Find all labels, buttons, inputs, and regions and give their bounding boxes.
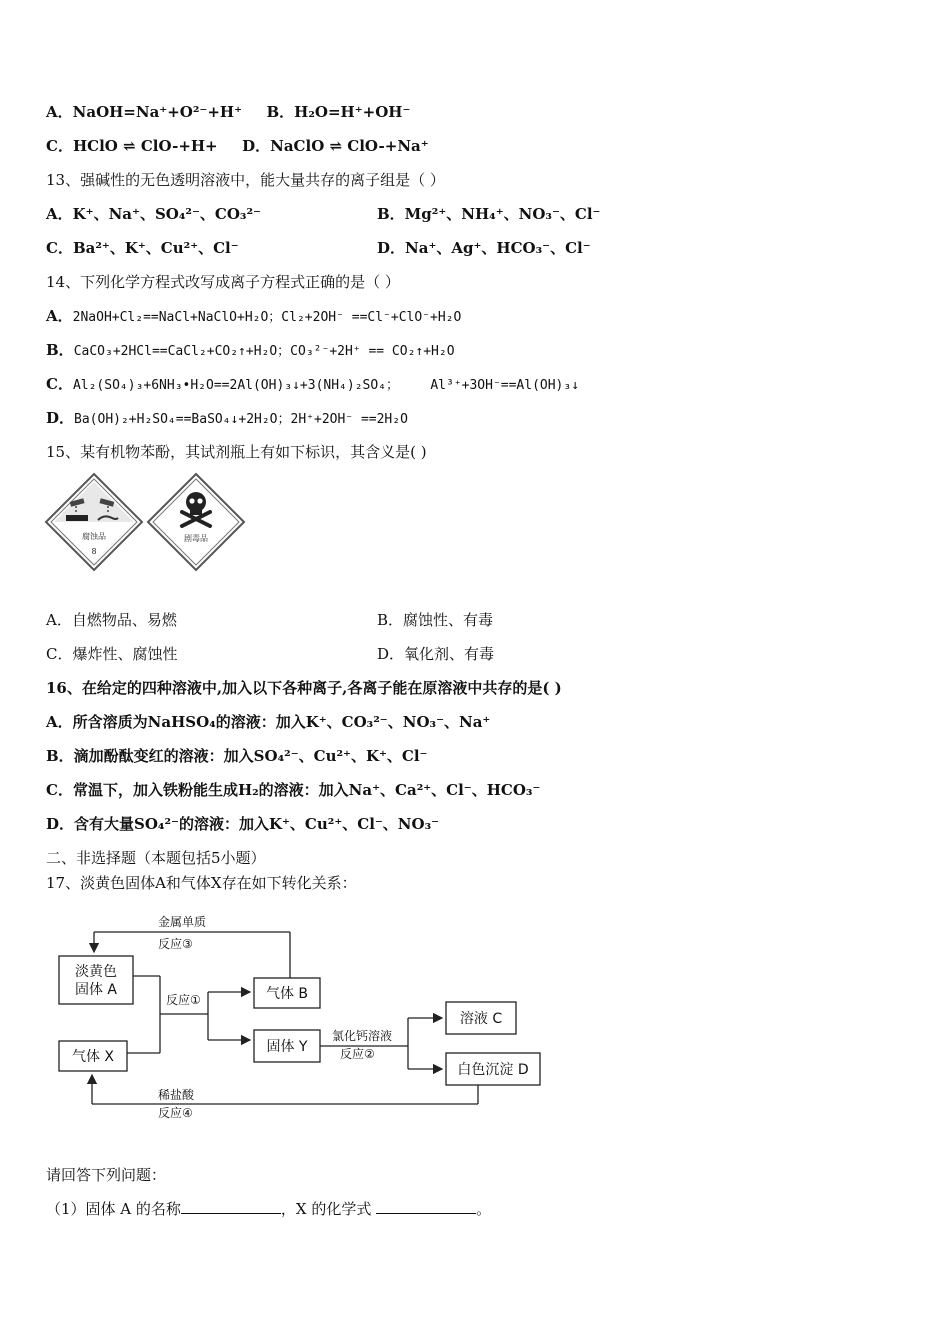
q15-options-row2 [46, 644, 906, 664]
q12-option-a-label: A． [46, 103, 73, 121]
q14-option-a-row [46, 306, 461, 328]
reaction3-reagent-label: 金属单质 [158, 915, 207, 929]
hazard-signs [44, 472, 249, 576]
q15-stem: 15、某有机物苯酚，其试剂瓶上有如下标识，其含义是( ) [46, 443, 427, 461]
corrosive-sign-class: 8 [91, 547, 97, 556]
q14-option-d-label: D． [46, 409, 75, 427]
q14-option-b-row [46, 340, 455, 362]
reaction1-label: 反应① [166, 993, 201, 1007]
q15-options-row1 [46, 610, 906, 630]
q14-option-c: Al₂(SO₄)₃+6NH₃•H₂O==2Al(OH)₃↓+3(NH₄)₂SO₄； Al³⁺+3OH⁻==Al(OH)₃↓ [72, 378, 580, 393]
q12-option-b-label: B． [266, 103, 295, 121]
q14-option-a-label: A． [46, 307, 73, 325]
q12-option-d: NaClO ⇌ ClO-+Na⁺ [270, 137, 429, 155]
toxic-sign-icon [148, 474, 244, 570]
q13-option-a: A．K⁺、Na⁺、SO₄²⁻、CO₃²⁻ [46, 205, 261, 223]
toxic-sign-label: 剧毒品 [184, 534, 208, 543]
reaction3-label: 反应③ [158, 937, 193, 951]
q14-option-c-label: C． [46, 375, 73, 393]
q13-stem: 13、强碱性的无色透明溶液中，能大量共存的离子组是（ ） [46, 171, 445, 189]
box-y-label: 固体 Y [266, 1039, 308, 1055]
reaction4-reagent-label: 稀盐酸 [158, 1088, 195, 1102]
q13-options-row1 [46, 204, 906, 224]
q14-option-d: Ba(OH)₂+H₂SO₄==BaSO₄↓+2H₂O；2H⁺+2OH⁻ ==2H₂O [74, 412, 408, 427]
box-d-label: 白色沉淀 D [457, 1062, 529, 1078]
q15-option-c: C．爆炸性、腐蚀性 [46, 645, 178, 663]
q12-option-a: NaOH=Na⁺+O²⁻+H⁺ [72, 103, 243, 121]
box-a-label-line2: 固体 A [74, 982, 118, 998]
box-c-label: 溶液 C [459, 1011, 503, 1027]
box-x-label: 气体 X [71, 1049, 115, 1065]
reaction2-label: 反应② [340, 1047, 375, 1061]
box-b-label: 气体 B [265, 986, 309, 1002]
q14-option-b: CaCO₃+2HCl==CaCl₂+CO₂↑+H₂O；CO₃²⁻+2H⁺ == CO₂↑+H₂O [73, 344, 455, 359]
q17-sub1-part1: （1）固体 A 的名称 [46, 1200, 181, 1218]
q12-option-d-label: D． [242, 137, 271, 155]
q12-options-row2 [46, 136, 429, 156]
q16-option-a: A．所含溶质为NaHSO₄的溶液：加入K⁺、CO₃²⁻、NO₃⁻、Na⁺ [46, 713, 491, 731]
q12-option-c-label: C． [46, 137, 73, 155]
q16-option-c: C．常温下，加入铁粉能生成H₂的溶液：加入Na⁺、Ca²⁺、Cl⁻、HCO₃⁻ [46, 781, 541, 799]
q13-option-c: C．Ba²⁺、K⁺、Cu²⁺、Cl⁻ [46, 239, 239, 257]
q17-sub1-end: 。 [476, 1200, 492, 1218]
q12-options-row1 [46, 102, 410, 122]
q13-option-d: D．Na⁺、Ag⁺、HCO₃⁻、Cl⁻ [377, 239, 591, 257]
q16-option-d: D．含有大量SO₄²⁻的溶液：加入K⁺、Cu²⁺、Cl⁻、NO₃⁻ [46, 815, 440, 833]
q15-option-b: B．腐蚀性、有毒 [377, 611, 494, 629]
corrosive-sign-label: 腐蚀品 [82, 532, 106, 541]
q16-stem: 16、在给定的四种溶液中,加入以下各种离子,各离子能在原溶液中共存的是( ) [46, 679, 562, 697]
q17-prompt: 请回答下列问题： [46, 1166, 167, 1184]
answer-blank-a-name[interactable] [181, 1199, 281, 1214]
q14-stem: 14、下列化学方程式改写成离子方程式正确的是（ ） [46, 273, 400, 291]
reaction4-label: 反应④ [158, 1106, 193, 1120]
q13-option-b: B．Mg²⁺、NH₄⁺、NO₃⁻、Cl⁻ [377, 205, 601, 223]
q14-option-a: 2NaOH+Cl₂==NaCl+NaClO+H₂O；Cl₂+2OH⁻ ==Cl⁻+ClO⁻+H₂O [72, 310, 462, 325]
q17-stem: 17、淡黄色固体A和气体X存在如下转化关系： [46, 874, 357, 892]
q12-option-c: HClO ⇌ ClO-+H+ [72, 137, 218, 155]
q14-option-c-row [46, 374, 579, 396]
corrosive-sign-icon [46, 474, 142, 570]
q12-option-b: H₂O=H⁺+OH⁻ [294, 103, 411, 121]
q16-option-b: B．滴加酚酞变红的溶液：加入SO₄²⁻、Cu²⁺、K⁺、Cl⁻ [46, 747, 428, 765]
box-a-label-line1: 淡黄色 [75, 964, 117, 980]
q14-option-d-row [46, 408, 408, 430]
q14-option-b-label: B． [46, 341, 74, 359]
reaction2-reagent-label: 氯化钙溶液 [332, 1029, 393, 1043]
q15-option-a: A．自燃物品、易燃 [46, 611, 177, 629]
q17-sub1-part2: ，X 的化学式 [280, 1200, 372, 1218]
q15-option-d: D．氧化剂、有毒 [377, 645, 495, 663]
section-heading: 二、非选择题（本题包括5小题） [46, 849, 266, 867]
q17-sub1 [46, 1199, 491, 1219]
q13-options-row2 [46, 238, 906, 258]
q17-flow-diagram [50, 908, 550, 1123]
answer-blank-x-formula[interactable] [376, 1199, 476, 1214]
